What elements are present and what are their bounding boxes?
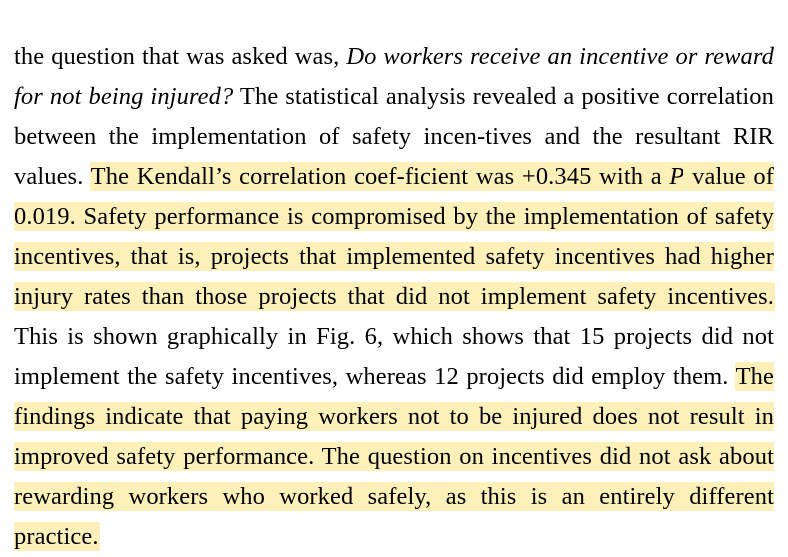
text-run-plain: the question that was asked was, [14, 42, 347, 70]
text-run-italic-question-part2: or reward for not being injured? [14, 42, 774, 110]
text-run-italic-question-part1: Do workers receive an incentive [346, 42, 669, 70]
body-paragraph [14, 37, 774, 557]
text-run-plain-analysis: The statistical analysis revealed a positive correlation between the implementation of safety incen-tives and the resultant RIR values. [14, 82, 774, 190]
highlighted-run-findings-body: value of 0.019. Safety performance is compromised by the implementation of safety incentives, that is, projects that implemented safety incentives had higher injury rates than those projects that did not implement safety incentives. [14, 162, 774, 310]
highlighted-run-p-italic: P [669, 162, 685, 190]
highlighted-run-kendall: The Kendall’s correlation coef-ficient was +0.345 with a [90, 162, 670, 190]
text-run-plain-figure-reference: This is shown graphically in Fig. 6, which shows that 15 projects did not implement the safety incentives, whereas 12 projects did employ them. [14, 322, 774, 390]
highlighted-run-conclusion: The findings indicate that paying workers not to be injured does not result in improved safety performance. The question on incentives did not ask about rewarding workers who worked safely, as this is an entirely different practice. [14, 362, 774, 550]
